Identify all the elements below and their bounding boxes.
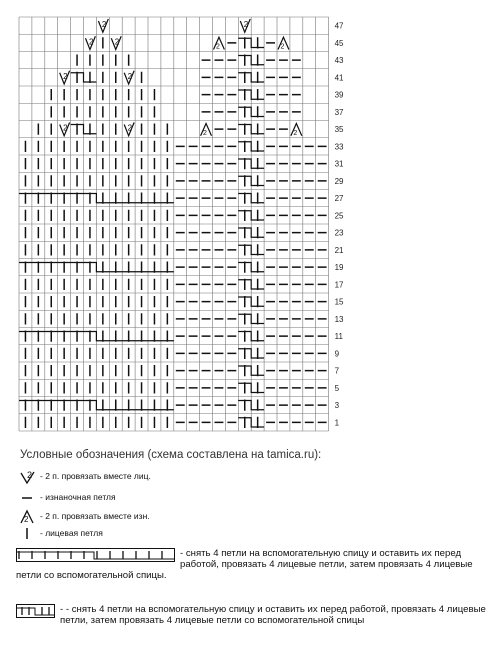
row-number: 19 [334,263,344,273]
cable-mark [238,38,264,47]
cable-8-description: - снять 4 петли на вспомогательную спицу и оставить их перед работой, провязать 4 лицевые петли, затем провязать 4 лицевые петли со вспомогательной спицы. [16,548,473,581]
k2tog-number: 2 [114,37,120,47]
row-number: 29 [334,176,344,186]
row-number: 23 [334,228,344,238]
k2tog-number: 2 [243,20,249,29]
row-number: 35 [334,125,344,135]
cable-mark [238,401,264,410]
row-number: 17 [334,280,344,290]
knit-icon [18,525,38,543]
cable-mark [238,383,264,392]
legend-label: - изнаночная петля [40,492,116,502]
cable-mark [19,401,174,410]
row-number: 13 [334,314,344,324]
row-number: 31 [334,159,344,169]
row-numbers [335,22,344,428]
cable-mark [19,332,174,341]
cable-mark [238,245,264,254]
cable-mark [238,90,264,99]
cable-mark [71,73,97,82]
row-number: 7 [334,366,340,376]
k2tog-number: 2 [88,37,94,47]
legend-label: - лицевая петля [40,528,103,538]
p2tog-number: 2 [293,129,298,137]
k2tog-number: 2 [63,123,68,133]
row-number: 3 [334,401,340,411]
k2tog-number: 2 [127,123,133,133]
cable-mark [238,159,264,168]
row-number: 1 [334,418,340,428]
k2tog-number: 2 [63,71,68,81]
cable-mark [238,73,264,82]
legend-cable-4 [16,604,491,626]
cable-mark [238,349,264,358]
p2tog-number: 2 [203,129,207,137]
row-number: 39 [334,90,344,100]
row-number: 21 [334,245,344,255]
cable-mark [238,107,264,116]
cable-mark [16,552,174,559]
row-number: 27 [334,194,344,204]
row-number: 47 [334,21,344,31]
cable-mark [238,194,264,203]
cable-8-icon [16,548,176,562]
row-number: 37 [334,107,344,117]
cable-mark [238,297,264,306]
p2tog-number: 2 [215,43,220,51]
row-number: 9 [334,349,340,359]
row-number: 33 [334,142,344,152]
row-number: 25 [334,211,344,221]
cable-mark [238,142,264,151]
cable-4-icon [16,604,56,618]
cable-mark [238,314,264,323]
k2tog-number: 2 [101,20,107,29]
svg-text:2: 2 [27,470,33,480]
cable-mark [238,280,264,289]
cable-mark [71,125,97,134]
svg-text:2: 2 [24,515,29,524]
cable-mark [238,211,264,220]
cable-mark [238,366,264,375]
row-number: 41 [334,73,344,83]
cable-mark [238,332,264,341]
cable-mark [19,263,174,272]
cable-mark [238,263,264,272]
purl-icon [18,489,38,507]
legend-label: - 2 п. провязать вместе изн. [40,511,150,521]
legend-title: Условные обозначения (схема составлена на tamica.ru): [20,449,322,461]
cable-mark [238,176,264,185]
k2tog-number: 2 [127,71,133,81]
row-number: 45 [334,38,344,48]
chart-symbols [19,19,327,428]
cable-4-description: - - снять 4 петли на вспомогательную спицу и оставить их перед работой, провязать 4 лицевые петли, затем провязать 4 лицевые петли со вспомогательной спицы [60,604,486,626]
row-number: 15 [334,297,344,307]
cable-mark [19,194,174,203]
legend-label: - 2 п. провязать вместе лиц. [40,471,151,481]
p2tog-number: 2 [280,43,285,51]
row-number: 11 [334,332,343,342]
cable-mark [238,418,264,427]
row-number: 43 [334,56,344,66]
cable-mark [238,125,264,134]
row-number: 5 [334,383,340,393]
cable-mark [238,228,264,237]
cable-mark [238,56,264,65]
k2tog-icon [18,468,38,486]
p2tog-icon [18,508,38,526]
legend-cable-8 [16,548,491,581]
